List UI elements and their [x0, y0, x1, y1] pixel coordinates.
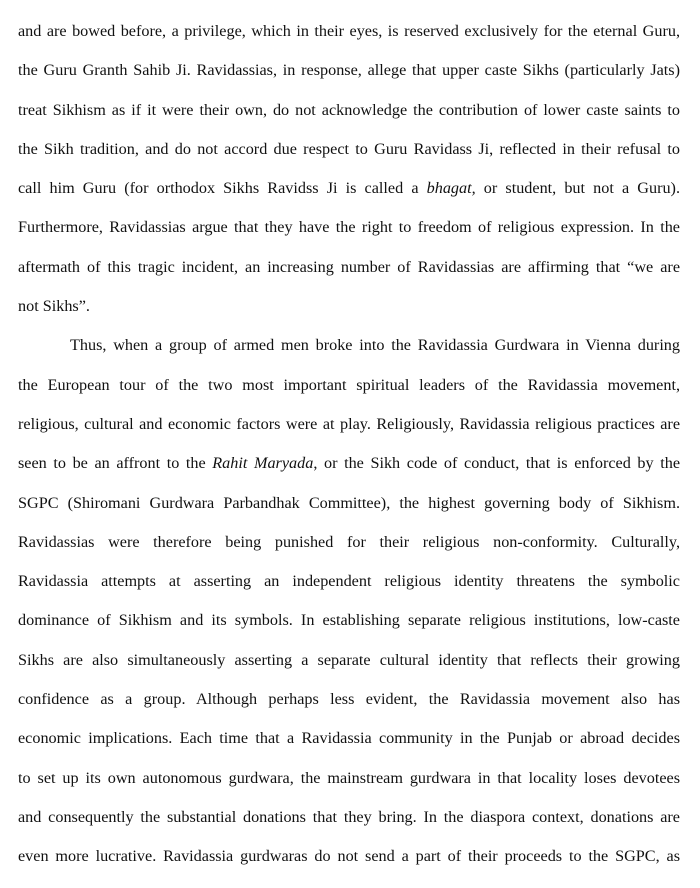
- italic-term-bhagat: bhagat,: [426, 179, 476, 198]
- text-span: , or the Sikh code of conduct, that is enforced by the: [313, 454, 680, 473]
- text-line: not Sikhs”.: [18, 297, 90, 316]
- text-line: dominance of Sikhism and its symbols. In establishing separate religious institutions, low-caste: [18, 611, 680, 630]
- text-line: and consequently the substantial donations that they bring. In the diaspora context, donations are: [18, 807, 680, 826]
- text-line: confidence as a group. Although perhaps less evident, the Ravidassia movement also has: [18, 690, 680, 709]
- text-line: aftermath of this tragic incident, an increasing number of Ravidassias are affirming that “we are: [18, 257, 680, 276]
- paragraph-1: [18, 12, 680, 877]
- text-line: SGPC (Shiromani Gurdwara Parbandhak Committee), the highest governing body of Sikhism.: [18, 493, 680, 512]
- text-line: Thus, when a group of armed men broke into the Ravidassia Gurdwara in Vienna during: [70, 336, 680, 355]
- text-line: [18, 444, 680, 483]
- text-line: and are bowed before, a privilege, which in their eyes, is reserved exclusively for the eternal Guru,: [18, 22, 680, 40]
- text-span: seen to be an affront to the: [18, 454, 213, 473]
- text-line: the Sikh tradition, and do not accord due respect to Guru Ravidass Ji, reflected in their refusal to: [18, 139, 680, 158]
- text-line: the Guru Granth Sahib Ji. Ravidassias, in response, allege that upper caste Sikhs (particularly Jats): [18, 61, 680, 80]
- text-span: call him Guru (for orthodox Sikhs Ravidss Ji is called a: [18, 179, 427, 198]
- text-line: Sikhs are also simultaneously asserting a separate cultural identity that reflects their growing: [18, 650, 680, 669]
- text-line: even more lucrative. Ravidassia gurdwaras do not send a part of their proceeds to the SGPC, as: [18, 847, 680, 866]
- text-line: treat Sikhism as if it were their own, do not acknowledge the contribution of lower caste saints to: [18, 100, 680, 119]
- italic-term-rahit-maryada: Rahit Maryada: [212, 454, 314, 473]
- text-span: or student, but not a Guru).: [475, 179, 680, 198]
- text-line: religious, cultural and economic factors were at play. Religiously, Ravidassia religious practices are: [18, 414, 680, 433]
- text-line: the European tour of the two most important spiritual leaders of the Ravidassia movement,: [18, 375, 680, 394]
- text-line: to set up its own autonomous gurdwara, the mainstream gurdwara in that locality loses devotees: [18, 768, 680, 787]
- text-line: [18, 169, 680, 208]
- text-line: Furthermore, Ravidassias argue that they have the right to freedom of religious expression. In the: [18, 218, 680, 237]
- text-line: Ravidassia attempts at asserting an independent religious identity threatens the symbolic: [18, 572, 680, 591]
- text-line: Ravidassias were therefore being punished for their religious non-conformity. Culturally,: [18, 532, 680, 551]
- text-line: economic implications. Each time that a Ravidassia community in the Punjab or abroad decides: [18, 729, 680, 748]
